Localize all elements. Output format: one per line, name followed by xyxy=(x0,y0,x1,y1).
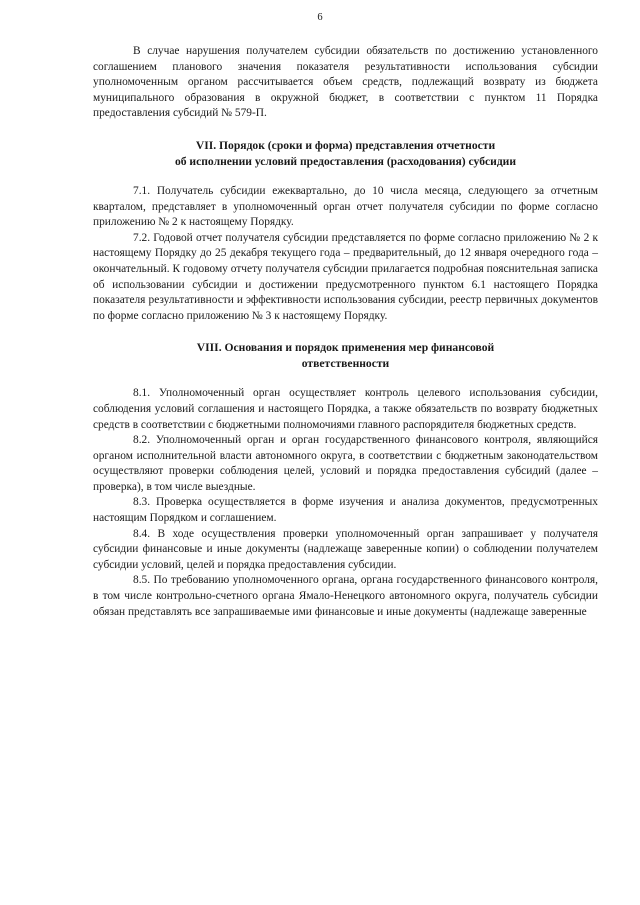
document-body xyxy=(93,44,598,620)
section-7-title-line-1: VII. Порядок (сроки и форма) представления отчетности xyxy=(195,138,496,152)
paragraph-7-2: 7.2. Годовой отчет получателя субсидии представляется по форме согласно приложению № 2 к настоящему Порядку до 25 декабря текущего года – предварительный, до 12 января очередного года – окончательный. К годовому отчету получателя субсидии прилагается подробная пояснительная записка об использовании субсидии и достижении предусмотренного пунктом 6.1 настоящего Порядка показателя результативности и эффективности использования субсидии, реестр первичных документов по форме согласно приложению № 3 к настоящему Порядку. xyxy=(93,231,598,322)
section-8-title-line-1: VIII. Основания и порядок применения мер финансовой xyxy=(196,341,495,355)
paragraph-8-1: 8.1. Уполномоченный орган осуществляет контроль целевого использования субсидии, соблюдения условий соглашения и настоящего Порядка, а также обязательств по возврату бюджетных средств в соответствии с бюджетными полномочиями главного распорядителя бюджетных средств. xyxy=(93,387,598,431)
section-8-title-line-2: ответственности xyxy=(301,357,390,371)
intro-paragraph: В случае нарушения получателем субсидии обязательств по достижению установленного соглашением планового значения показателя результативности использования субсидии уполномоченным органом рассчитывается объем средств, подлежащий возврату из бюджета муниципального образования в окружной бюджет, в соответствии с пунктом 11 Порядка предоставления субсидий № 579-П. xyxy=(93,45,598,120)
paragraph-7-1: 7.1. Получатель субсидии ежеквартально, до 10 числа месяца, следующего за отчетным кварталом, представляет в уполномоченный орган отчет получателя субсидии по форме согласно приложению № 2 к настоящему Порядку. xyxy=(93,184,598,229)
paragraph-8-5: 8.5. По требованию уполномоченного органа, органа государственного финансового контроля, в том числе контрольно-счетного органа Ямало-Ненецкого автономного округа, получатель субсидии обязан представлять все запрашиваемые ими финансовые и иные документы (надлежаще заверенные xyxy=(93,574,598,618)
paragraph-8-2: 8.2. Уполномоченный орган и орган государственного финансового контроля, являющийся органом исполнительной власти автономного округа, в соответствии с бюджетным законодательством осуществляют проверки соблюдения целей, условий и порядка предоставления субсидий (далее – проверка), в том числе выездные. xyxy=(93,434,598,493)
section-7-title-line-2: об исполнении условий предоставления (расходования) субсидии xyxy=(174,154,517,168)
paragraph-8-4: 8.4. В ходе осуществления проверки уполномоченный орган запрашивает у получателя субсидии финансовые и иные документы (надлежаще заверенные копии) о соблюдении получателем субсидии условий, целей и порядка предоставления субсидии. xyxy=(93,527,598,571)
section-8-heading xyxy=(93,340,598,372)
section-7-heading xyxy=(93,138,598,170)
page-number: 6 xyxy=(317,12,323,23)
paragraph-8-3: 8.3. Проверка осуществляется в форме изучения и анализа документов, предусмотренных настоящим Порядком и соглашением. xyxy=(93,496,598,525)
